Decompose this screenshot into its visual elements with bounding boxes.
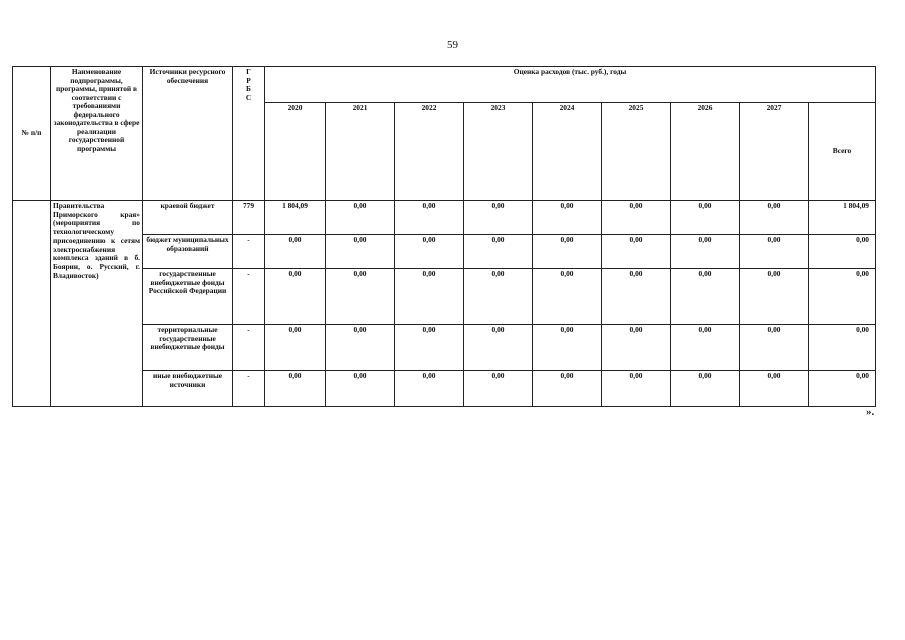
grbs-cell: -: [233, 325, 265, 371]
value-cell: 0,00: [395, 371, 464, 407]
value-cell: 0,00: [602, 201, 671, 235]
header-total: Всего: [809, 103, 876, 201]
header-year: 2024: [533, 103, 602, 201]
value-cell: 0,00: [265, 235, 326, 269]
grbs-cell: -: [233, 371, 265, 407]
value-cell: 0,00: [265, 371, 326, 407]
value-cell: 0,00: [602, 235, 671, 269]
closing-quote-mark: ».: [866, 406, 875, 418]
value-cell: 0,00: [464, 371, 533, 407]
value-cell: 0,00: [326, 201, 395, 235]
value-cell: 0,00: [740, 371, 809, 407]
value-cell: 0,00: [533, 325, 602, 371]
total-cell: 1 804,09: [809, 201, 876, 235]
value-cell: 0,00: [464, 235, 533, 269]
value-cell: 0,00: [395, 201, 464, 235]
source-cell: краевой бюджет: [143, 201, 233, 235]
value-cell: 0,00: [464, 269, 533, 325]
value-cell: 0,00: [265, 269, 326, 325]
value-cell: 0,00: [464, 325, 533, 371]
header-year: 2027: [740, 103, 809, 201]
grbs-cell: -: [233, 235, 265, 269]
value-cell: 0,00: [326, 269, 395, 325]
value-cell: 0,00: [602, 325, 671, 371]
header-year: 2023: [464, 103, 533, 201]
value-cell: 0,00: [265, 325, 326, 371]
value-cell: 0,00: [740, 201, 809, 235]
value-cell: 0,00: [326, 235, 395, 269]
source-cell: территориальные государственные внебюджетные фонды: [143, 325, 233, 371]
table-row: [13, 201, 876, 235]
value-cell: 0,00: [671, 371, 740, 407]
total-cell: 0,00: [809, 235, 876, 269]
value-cell: 0,00: [533, 201, 602, 235]
value-cell: 0,00: [533, 269, 602, 325]
value-cell: 0,00: [740, 235, 809, 269]
header-year: 2022: [395, 103, 464, 201]
page-number: 59: [447, 39, 458, 51]
source-cell: бюджет муниципальных образований: [143, 235, 233, 269]
value-cell: 1 804,09: [265, 201, 326, 235]
table-row: [13, 371, 876, 407]
total-cell: 0,00: [809, 269, 876, 325]
header-year: 2026: [671, 103, 740, 201]
grbs-cell: -: [233, 269, 265, 325]
source-cell: иные внебюджетные источники: [143, 371, 233, 407]
value-cell: 0,00: [395, 269, 464, 325]
value-cell: 0,00: [602, 371, 671, 407]
header-grbs: Г Р Б С: [233, 67, 265, 201]
total-cell: 0,00: [809, 371, 876, 407]
table-row: [13, 325, 876, 371]
value-cell: 0,00: [533, 235, 602, 269]
row-num-cell: [13, 201, 51, 407]
source-cell: государственные внебюджетные фонды Российской Федерации: [143, 269, 233, 325]
value-cell: 0,00: [395, 325, 464, 371]
header-year: 2025: [602, 103, 671, 201]
total-cell: 0,00: [809, 325, 876, 371]
grbs-cell: 779: [233, 201, 265, 235]
header-year: 2020: [265, 103, 326, 201]
value-cell: 0,00: [602, 269, 671, 325]
value-cell: 0,00: [740, 269, 809, 325]
value-cell: 0,00: [464, 201, 533, 235]
value-cell: 0,00: [533, 371, 602, 407]
header-num: № п/п: [13, 67, 51, 201]
value-cell: 0,00: [671, 325, 740, 371]
value-cell: 0,00: [326, 371, 395, 407]
value-cell: 0,00: [740, 325, 809, 371]
header-estimate: Оценка расходов (тыс. руб.), годы: [265, 67, 876, 103]
table-row: [13, 235, 876, 269]
program-name-cell: Правительства Приморского края» (мероприятия по технологическому присоединению к сетям электроснабжения комплекса зданий в б. Боярин, о. Русский, г. Владивосток): [51, 201, 143, 407]
value-cell: 0,00: [326, 325, 395, 371]
value-cell: 0,00: [671, 269, 740, 325]
value-cell: 0,00: [671, 201, 740, 235]
header-name: Наименование подпрограммы, программы, принятой в соответствии с требованиями федерального законодательства в сфере реализации государственной программы: [51, 67, 143, 201]
header-year: 2021: [326, 103, 395, 201]
value-cell: 0,00: [671, 235, 740, 269]
budget-table: [12, 66, 876, 407]
header-source: Источники ресурсного обеспечения: [143, 67, 233, 201]
table-row: [13, 269, 876, 325]
value-cell: 0,00: [395, 235, 464, 269]
